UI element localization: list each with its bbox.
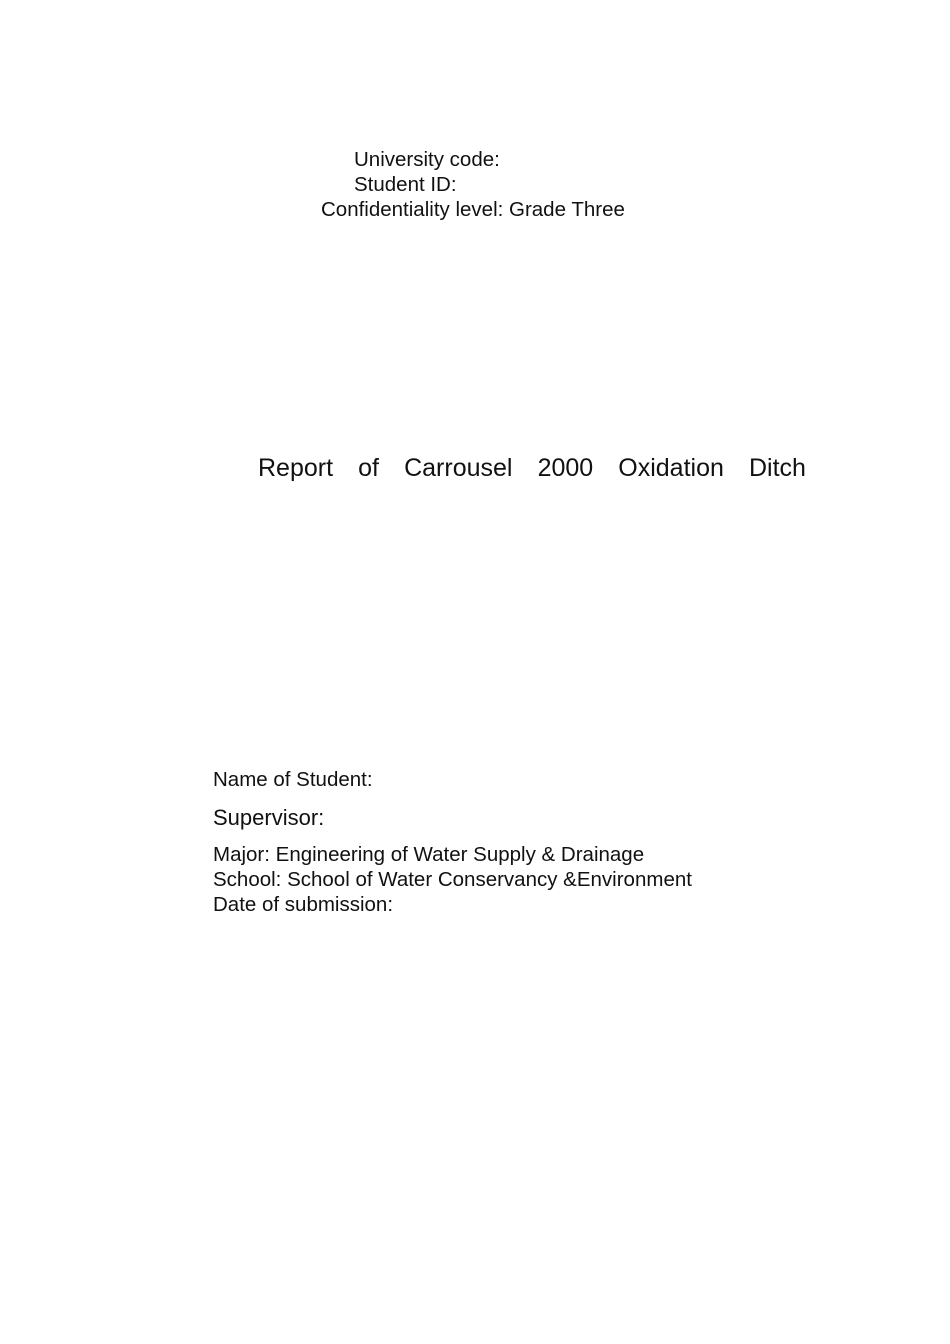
title-word: Oxidation <box>618 454 724 482</box>
name-of-student-label: Name of Student: <box>213 768 373 791</box>
date-of-submission-label: Date of submission: <box>213 893 394 916</box>
title-word: of <box>358 454 379 482</box>
supervisor-label: Supervisor: <box>213 805 325 830</box>
title-word: Ditch <box>749 454 806 482</box>
student-id-label: Student ID: <box>354 173 457 196</box>
major-line: Major: Engineering of Water Supply & Drainage <box>213 843 645 866</box>
title-word: Carrousel <box>404 454 513 482</box>
report-title <box>258 452 806 484</box>
university-code-label: University code: <box>354 148 500 171</box>
school-line: School: School of Water Conservancy &Environment <box>213 868 692 891</box>
title-word: 2000 <box>537 454 594 482</box>
confidentiality-level: Confidentiality level: Grade Three <box>321 198 625 221</box>
title-word: Report <box>258 454 334 482</box>
